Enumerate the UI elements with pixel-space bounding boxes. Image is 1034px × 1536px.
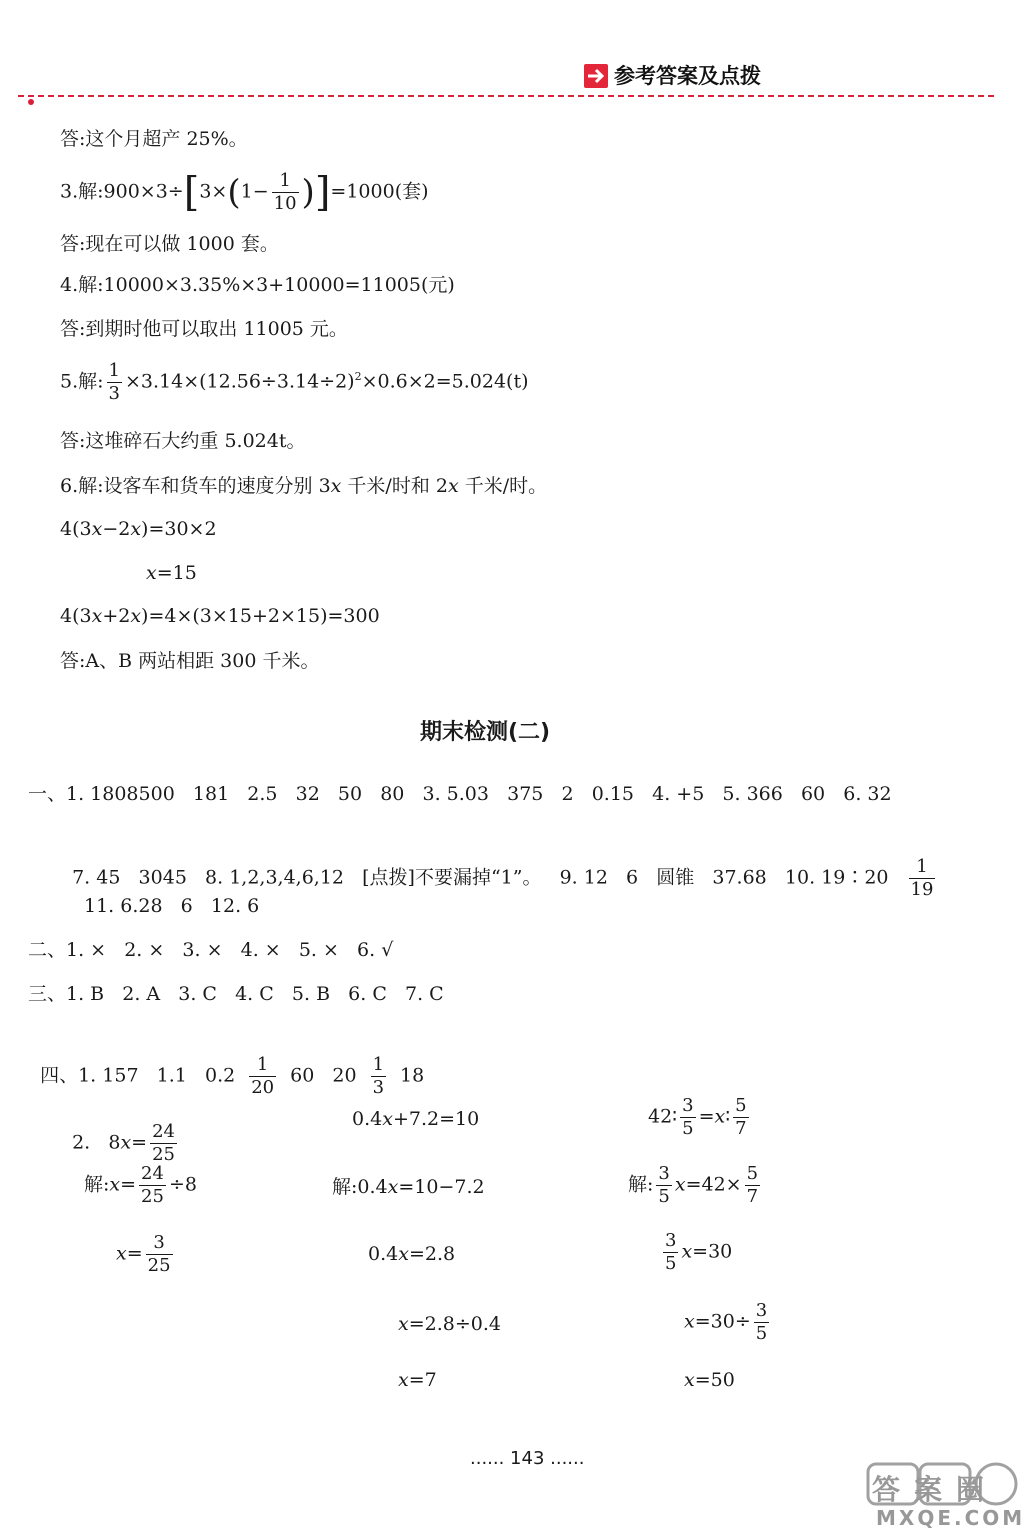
denominator: 5	[755, 1323, 768, 1344]
watermark-url: MXQE.COM	[876, 1506, 1026, 1530]
text: 千米/时和 2	[341, 475, 448, 497]
numerator: 1	[108, 360, 120, 381]
text: 四、1. 157 1.1 0.2	[40, 1064, 236, 1087]
variable: x	[330, 475, 342, 497]
fraction	[272, 172, 299, 213]
text: 解:0.4	[332, 1176, 388, 1198]
answer-line: 答:这个月超产 25%。	[60, 128, 248, 150]
denominator: 5	[658, 1186, 670, 1207]
section-title: 期末检测(二)	[420, 720, 551, 745]
numerator: 5	[746, 1163, 759, 1184]
text: =	[126, 1242, 143, 1265]
text: 4(3	[60, 605, 92, 627]
fraction	[371, 1056, 386, 1097]
fraction	[733, 1097, 748, 1138]
text: 5.解:	[60, 370, 104, 393]
equation-line	[84, 1165, 197, 1209]
text: 7. 45 3045 8. 1,2,3,4,6,12 [点拨]不要漏掉“1”。 9. 12 6 圆锥 37.68 10. 19∶20	[72, 866, 889, 889]
variable: x	[91, 518, 103, 540]
variable: x	[447, 475, 459, 497]
text: =30	[692, 1240, 733, 1263]
numerator: 3	[146, 1234, 173, 1255]
text: =7	[408, 1369, 437, 1391]
text: 4(3	[60, 518, 92, 540]
text: 6.解:设客车和货车的速度分别 3	[60, 475, 331, 497]
text: =2.8	[408, 1243, 456, 1265]
equation-line	[352, 1106, 479, 1132]
equation-line	[60, 516, 217, 542]
variable: x	[120, 1131, 132, 1154]
text: =	[698, 1105, 715, 1128]
fraction	[139, 1165, 166, 1206]
text: 0.4	[352, 1108, 383, 1130]
exam-row	[28, 1030, 425, 1098]
header-divider	[18, 95, 994, 97]
exam-row: 三、1. B 2. A 3. C 4. C 5. B 6. C 7. C	[28, 983, 444, 1005]
equation-line	[60, 1097, 180, 1165]
answer-line: 答:到期时他可以取出 11005 元。	[60, 318, 348, 340]
denominator: 7	[746, 1186, 759, 1207]
text: 18	[400, 1064, 425, 1087]
watermark-logo	[866, 1462, 1024, 1532]
exam-row: 二、1. × 2. × 3. × 4. × 5. × 6. √	[28, 939, 394, 961]
numerator: 1	[909, 858, 936, 879]
numerator: 24	[152, 1121, 175, 1142]
answer-line: 答:现在可以做 1000 套。	[60, 233, 279, 255]
fraction	[146, 1234, 173, 1275]
variable: x	[681, 1240, 693, 1263]
variable: x	[382, 1108, 393, 1130]
fraction	[663, 1232, 678, 1273]
page-number: ...... 143 ......	[470, 1448, 585, 1469]
equation-line	[116, 1234, 176, 1278]
variable: x	[387, 1176, 399, 1198]
variable: x	[674, 1173, 686, 1196]
text: =	[120, 1173, 137, 1196]
header-title: 参考答案及点拨	[614, 64, 761, 88]
variable: x	[398, 1313, 409, 1335]
equation-line	[368, 1241, 455, 1267]
bracket: ]	[314, 169, 331, 216]
fraction	[249, 1056, 276, 1097]
denominator: 3	[372, 1077, 385, 1098]
answer-line: 4.解:10000×3.35%×3+10000=11005(元)	[60, 274, 455, 296]
equation-line	[398, 1311, 501, 1337]
text: ×3.14×(12.56÷3.14÷2)	[124, 370, 355, 393]
numerator: 3	[665, 1230, 677, 1251]
text: =50	[694, 1369, 735, 1391]
answer-line-6	[60, 473, 547, 499]
text: =30÷	[694, 1310, 751, 1333]
text: 3.解:900×3÷	[60, 180, 184, 203]
numerator: 3	[755, 1300, 768, 1321]
text: )=30×2	[141, 518, 217, 540]
text: +2	[102, 605, 131, 627]
equation-line	[146, 560, 197, 586]
variable: x	[398, 1369, 409, 1391]
superscript: 2	[354, 370, 362, 384]
text: 解:	[628, 1173, 654, 1196]
denominator: 19	[910, 879, 934, 900]
text: 3×	[199, 180, 228, 203]
fraction	[754, 1302, 769, 1343]
fraction	[909, 858, 936, 899]
text: =15	[156, 562, 197, 584]
text: =42×	[685, 1173, 742, 1196]
variable: x	[714, 1105, 726, 1128]
equation-line	[628, 1165, 763, 1209]
variable: x	[116, 1242, 127, 1265]
text: ÷8	[168, 1173, 197, 1196]
equation-line	[398, 1367, 437, 1393]
text: −2	[102, 518, 131, 540]
variable: x	[130, 518, 142, 540]
variable: x	[684, 1310, 695, 1333]
variable: x	[684, 1369, 695, 1391]
equation-line	[648, 1097, 752, 1141]
text: 1−	[240, 180, 269, 203]
variable: x	[91, 605, 103, 627]
decor-dot	[28, 99, 34, 105]
equation-line	[684, 1367, 735, 1393]
denominator: 25	[152, 1144, 175, 1165]
variable: x	[146, 562, 157, 584]
denominator: 3	[108, 383, 120, 404]
exam-row: 11. 6.28 6 12. 6	[84, 895, 260, 917]
variable: x	[109, 1173, 121, 1196]
denominator: 5	[665, 1253, 677, 1274]
text: +7.2=10	[392, 1108, 480, 1130]
text: )=4×(3×15+2×15)=300	[141, 605, 380, 627]
watermark-text: 答案圈	[872, 1473, 999, 1506]
text: 60 20	[290, 1064, 357, 1087]
denominator: 25	[141, 1186, 164, 1207]
numerator: 1	[372, 1054, 385, 1075]
text: =	[131, 1131, 148, 1154]
text: ×0.6×2=5.024(t)	[361, 370, 529, 393]
denominator: 5	[682, 1118, 694, 1139]
fraction	[745, 1165, 760, 1206]
equation-line	[332, 1174, 485, 1200]
numerator: 1	[249, 1056, 276, 1077]
text: =10−7.2	[398, 1176, 485, 1198]
fraction	[150, 1123, 177, 1164]
text: 千米/时。	[458, 475, 548, 497]
exam-row: 一、1. 1808500 181 2.5 32 50 80 3. 5.03 375 2 0.15 4. +5 5. 366 60 6. 32	[28, 783, 892, 805]
text: 42∶	[648, 1105, 678, 1128]
arrow-icon	[584, 64, 608, 88]
denominator: 20	[251, 1077, 275, 1098]
numerator: 3	[658, 1163, 670, 1184]
text: ∶	[725, 1105, 731, 1128]
numerator: 5	[735, 1095, 747, 1116]
variable: x	[130, 605, 142, 627]
paren: )	[301, 172, 315, 213]
numerator: 3	[682, 1095, 694, 1116]
denominator: 10	[273, 193, 297, 214]
denominator: 25	[147, 1255, 171, 1276]
numerator: 1	[272, 172, 299, 193]
text: =1000(套)	[330, 180, 429, 203]
bracket: [	[183, 169, 200, 216]
equation-line	[660, 1232, 732, 1276]
fraction	[656, 1165, 671, 1206]
answer-line: 答:A、B 两站相距 300 千米。	[60, 650, 320, 672]
fraction	[680, 1097, 695, 1138]
numerator: 24	[141, 1163, 164, 1184]
answer-line-5	[60, 362, 529, 406]
text: 解:	[84, 1173, 110, 1196]
text: 0.4	[368, 1243, 399, 1265]
text: 2. 8	[72, 1131, 121, 1154]
equation-line	[60, 603, 380, 629]
variable: x	[398, 1243, 409, 1265]
exam-row	[60, 832, 938, 900]
fraction	[107, 362, 122, 403]
equation-line	[684, 1302, 772, 1346]
answer-line-3	[60, 169, 429, 216]
text: =2.8÷0.4	[408, 1313, 501, 1335]
paren: (	[227, 172, 241, 213]
answer-line: 答:这堆碎石大约重 5.024t。	[60, 430, 306, 452]
denominator: 7	[735, 1118, 747, 1139]
